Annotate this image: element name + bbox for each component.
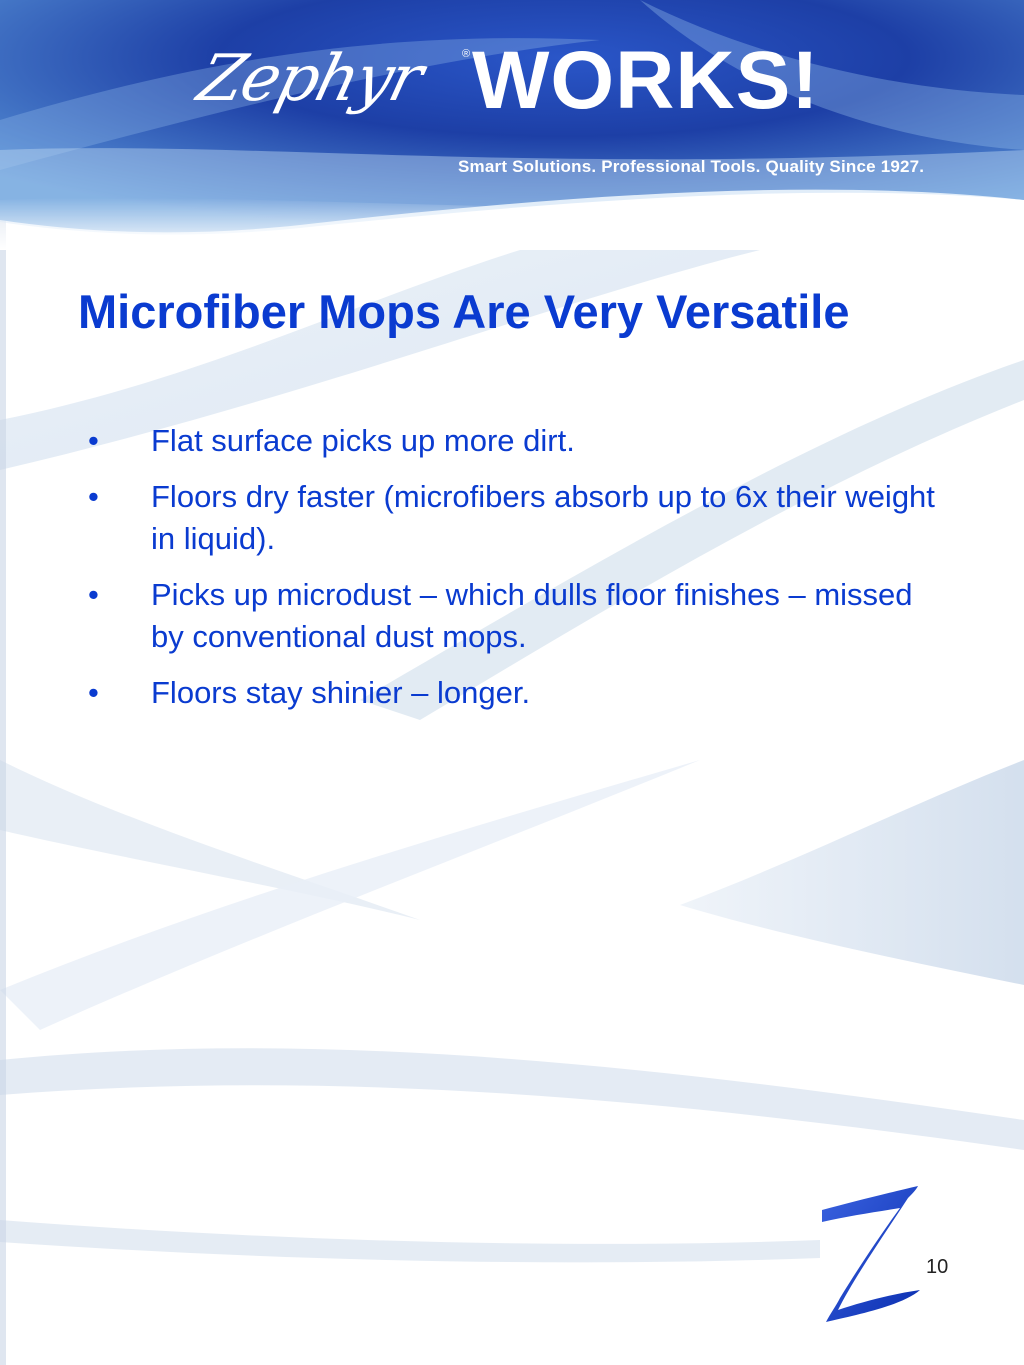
bullet-dot: • xyxy=(88,675,99,710)
z-logo-icon xyxy=(812,1178,932,1328)
bullet-item xyxy=(88,672,948,714)
header-banner xyxy=(0,0,1024,250)
brand-tagline: Smart Solutions. Professional Tools. Quality Since 1927. xyxy=(458,157,925,176)
brand-name-script: Zephyr xyxy=(190,42,429,116)
bullet-item xyxy=(88,476,948,560)
slide-title: Microfiber Mops Are Very Versatile xyxy=(78,285,850,338)
bullet-text: Picks up microdust – which dulls floor finishes – missed by conventional dust mops. xyxy=(151,577,913,654)
bullet-item xyxy=(88,420,948,462)
bullet-dot: • xyxy=(88,423,99,458)
page-number: 10 xyxy=(926,1256,949,1278)
bullet-dot: • xyxy=(88,479,99,514)
bullet-text: Flat surface picks up more dirt. xyxy=(151,423,575,458)
bullet-text: Floors dry faster (microfibers absorb up to 6x their weight in liquid). xyxy=(151,479,935,556)
brand-name-bold: WORKS! xyxy=(472,35,820,126)
brand-logo xyxy=(190,34,925,176)
registered-mark: ® xyxy=(462,48,471,60)
bullet-list xyxy=(88,420,948,728)
bullet-text: Floors stay shinier – longer. xyxy=(151,675,531,710)
bullet-item xyxy=(88,574,948,658)
bullet-dot: • xyxy=(88,577,99,612)
